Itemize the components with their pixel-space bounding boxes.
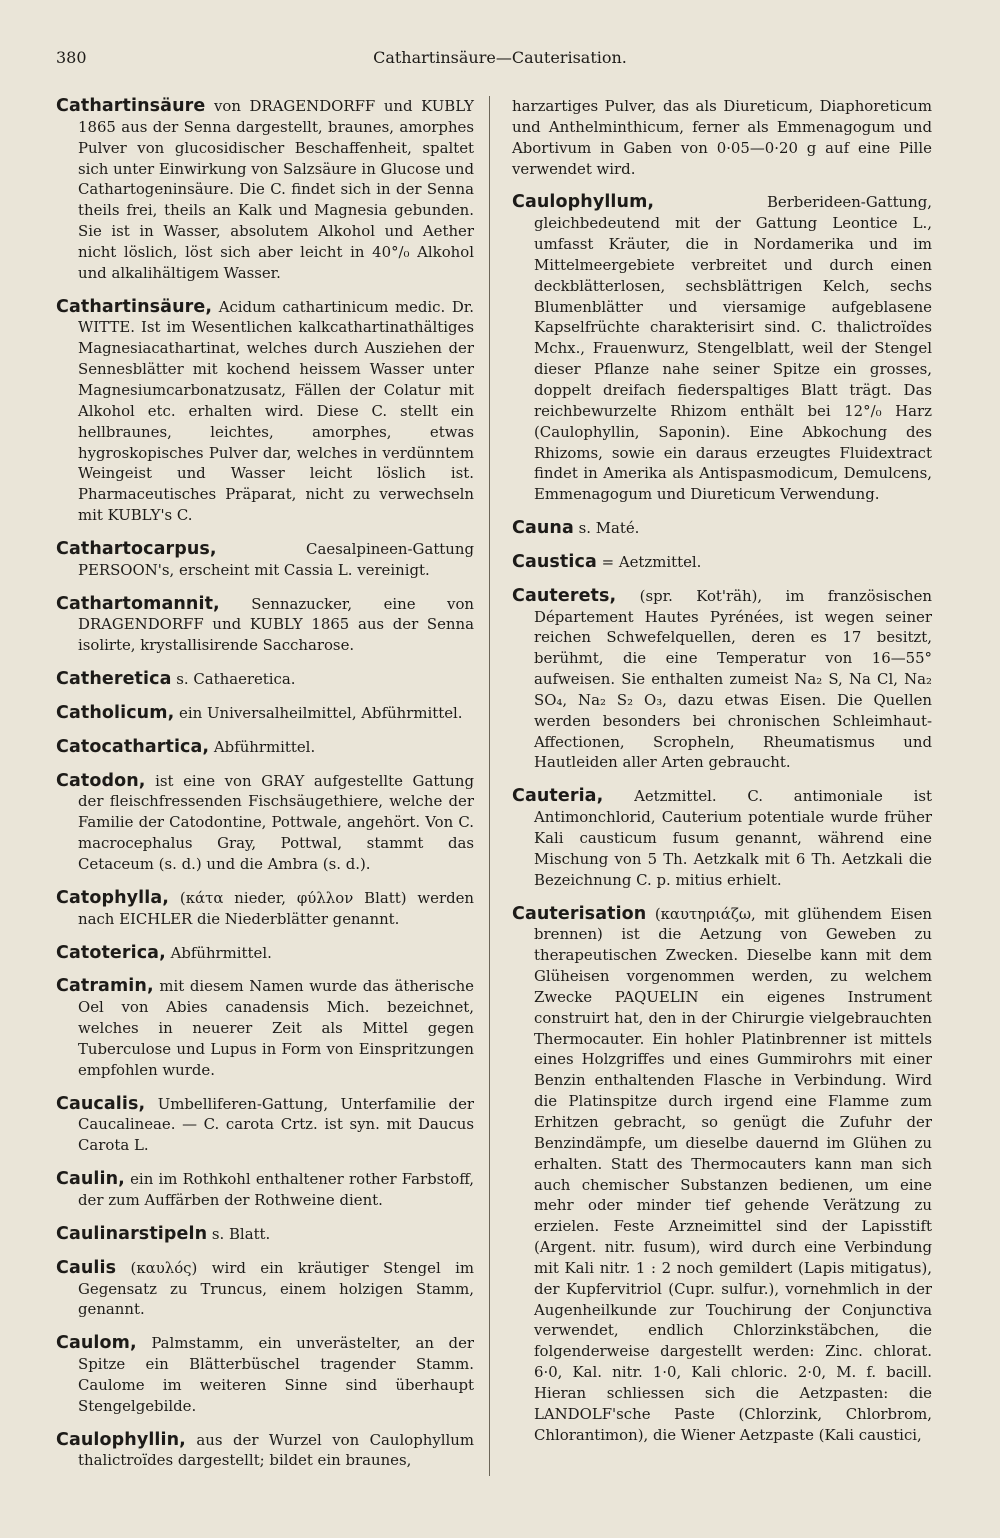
dictionary-entry	[56, 888, 474, 930]
entry-headword: Cathartomannit,	[56, 593, 220, 614]
entry-headword: Cauteria,	[512, 786, 604, 807]
dictionary-entry	[512, 786, 932, 890]
dictionary-entry	[56, 737, 474, 758]
column-divider	[489, 96, 490, 1476]
left-column	[56, 96, 474, 1484]
entry-headword: Caulis	[56, 1257, 117, 1278]
entry-text: s. Blatt.	[211, 1224, 271, 1243]
entry-text: Berberideen-Gattung, gleichbedeutend mit der Gattung Leontice L., umfasst Kräuter, die in Nordamerika und im Mittelmeergebiete verbreitet und durch einen deckblätterlosen, sechsblättrigen Kelch, sechs Blumenblätter und viersamige aufgeblasene Kapselfrüchte charakterisirt sind. C. thalictroïdes Mchx., Frauenwurz, Stengelblatt, weil der Stengel dieser Pflanze nahe seiner Spitze ein grosses, doppelt dreifach fiederspaltiges Blatt trägt. Das reichbewurzelte Rhizom enthält bei 12°/₀ Harz (Caulophyllin, Saponin). Eine Abkochung des Rhizoms, sowie ein daraus erzeugtes Fluidextract findet in Amerika als Antispasmodicum, Demulcens, Emmenagogum und Diureticum Verwendung.	[534, 193, 932, 504]
dictionary-entry	[512, 96, 932, 179]
entry-text: Palmstamm, ein unverästelter, an der Spitze ein Blätterbüschel tragender Stamm. Caulome im weiteren Sinne sind überhaupt Stengelgebilde.	[78, 1334, 475, 1415]
entry-text: ist eine von GRAY aufgestellte Gattung der fleischfressenden Fischsäugethiere, welche der Familie der Catodontine, Pottwale, angehört. Von C. macrocephalus Gray, Pottwal, stammt das Cetaceum (s. d.) und die Ambra (s. d.).	[78, 771, 474, 873]
dictionary-entry	[56, 703, 474, 724]
dictionary-entry	[56, 976, 474, 1080]
entry-text: Aetzmittel. C. antimoniale ist Antimonchlorid, Cauterium potentiale wurde früher Kali causticum fusum genannt, während eine Mischung von 5 Th. Aetzkalk mit 6 Th. Aetzkali die Bezeichnung C. p. mitius erhielt.	[534, 787, 933, 889]
entry-text: Umbelliferen-Gattung, Unterfamilie der Caucalineae. — C. carota Crtz. ist syn. mit Daucus Carota L.	[78, 1094, 474, 1155]
entry-text: Sennazucker, eine von DRAGENDORFF und KUBLY 1865 aus der Senna isolirte, krystallisirende Saccharose.	[78, 594, 475, 655]
dictionary-entry	[56, 1258, 474, 1321]
entry-text: Acidum cathartinicum medic. Dr. WITTE. Ist im Wesentlichen kalkcathartinathältiges Magnesiacathartinat, welches durch Ausziehen der Sennesblätter mit kochend heissem Wasser unter Magnesiumcarbonatzusatz, Fällen der Colatur mit Alkohol etc. erhalten wird. Diese C. stellt ein hellbraunes, leichtes, amorphes, etwas hygroskopisches Pulver dar, welches in verdünntem Weingeist und Wasser leicht löslich ist. Pharmaceutisches Präparat, nicht zu verwechseln mit KUBLY's C.	[78, 297, 474, 525]
dictionary-entry	[56, 96, 474, 284]
dictionary-entry	[512, 192, 932, 505]
entry-text: aus der Wurzel von Caulophyllum thalictroïdes dargestellt; bildet ein braunes,	[78, 1430, 474, 1470]
dictionary-entry	[56, 1224, 474, 1245]
entry-headword: Caulinarstipeln	[56, 1223, 208, 1244]
dictionary-entry	[512, 586, 932, 774]
dictionary-entry	[56, 1094, 474, 1157]
right-column	[512, 96, 932, 1458]
entry-headword: Cauna	[512, 518, 574, 539]
entry-headword: Catoterica,	[56, 942, 166, 963]
running-head: Cathartinsäure—Cauterisation.	[373, 48, 627, 67]
entry-headword: Caulom,	[56, 1333, 137, 1354]
entry-headword: Catodon,	[56, 770, 146, 791]
entry-headword: Cauterets,	[512, 585, 617, 606]
dictionary-entry	[56, 943, 474, 964]
entry-headword: Catholicum,	[56, 702, 175, 723]
dictionary-entry	[512, 518, 932, 539]
dictionary-entry	[56, 1169, 474, 1211]
page-header	[56, 48, 944, 74]
entry-headword: Cathartocarpus,	[56, 538, 217, 559]
entry-headword: Cathartinsäure,	[56, 296, 213, 317]
dictionary-entry	[56, 539, 474, 581]
entry-headword: Cathartinsäure	[56, 96, 206, 116]
dictionary-entry	[56, 1333, 474, 1416]
entry-headword: Caustica	[512, 551, 597, 572]
entry-text: ein Universalheilmittel, Abführmittel.	[179, 703, 463, 722]
dictionary-entry	[56, 1430, 474, 1472]
entry-headword: Caulin,	[56, 1169, 125, 1190]
entry-text: ein im Rothkohl enthaltener rother Farbstoff, der zum Auffärben der Rothweine dient.	[78, 1170, 475, 1209]
entry-text: s. Cathaeretica.	[176, 670, 296, 689]
dictionary-entry	[512, 904, 932, 1446]
page-number: 380	[56, 48, 87, 67]
dictionary-entry	[56, 297, 474, 526]
entry-text: = Aetzmittel.	[601, 552, 702, 571]
entry-headword: Catophylla,	[56, 887, 169, 908]
entry-text: (spr. Kot'räh), im französischen Département Hautes Pyrénées, ist wegen seiner reichen Schwefelquellen, deren es 17 besitzt, berühmt, die eine Temperatur von 16—55° aufweisen. Sie enthalten zumeist Na₂ S, Na Cl, Na₂ SO₄, Na₂ S₂ O₃, dazu etwas Eisen. Die Quellen werden besonders bei chronischen Schleimhaut-Affectionen, Scropheln, Rheumatismus und Hautleiden aller Arten gebraucht.	[534, 586, 933, 772]
dictionary-entry	[56, 771, 474, 875]
entry-headword: Catheretica	[56, 669, 172, 690]
entry-headword: Cauterisation	[512, 903, 647, 924]
entry-text: (καυλός) wird ein kräutiger Stengel im Gegensatz zu Truncus, einem holzigen Stamm, genannt.	[78, 1258, 474, 1319]
entry-text: s. Maté.	[578, 519, 640, 538]
entry-headword: Caulophyllin,	[56, 1429, 186, 1450]
entry-text: (κάτα nieder, φύλλον Blatt) werden nach EICHLER die Niederblätter genannt.	[78, 888, 475, 928]
entry-text: Abführmittel.	[170, 943, 272, 962]
entry-headword: Catocathartica,	[56, 736, 210, 757]
entry-headword: Catramin,	[56, 976, 154, 997]
dictionary-entry	[512, 552, 932, 573]
dictionary-entry	[56, 669, 474, 690]
entry-text: (καυτηριάζω, mit glühendem Eisen brennen) ist die Aetzung von Geweben zu therapeutischen Zwecken. Dieselbe kann mit dem Glüheisen vorgenommen werden, zu welchem Zwecke PAQUELIN ein eigenes Instrument construirt hat, den in der Chirurgie vielgebrauchten Thermocauter. Ein hohler Platinbrenner ist mittels eines Holzgriffes und eines Gummirohrs mit einer Benzin enthaltenden Flasche in Verbindung. Wird die Platinspitze durch irgend eine Flamme zum Erhitzen gebracht, so genügt die Zufuhr der Benzindämpfe, um dieselbe dauernd im Glühen zu erhalten. Statt des Thermocauters kann man sich auch chemischer Substanzen bedienen, um eine mehr oder minder tief gehende Verätzung zu erzielen. Feste Arzneimittel sind der Lapisstift (Argent. nitr. fusum), wird durch eine Verbindung mit Kali nitr. 1 : 2 noch gemildert (Lapis mitigatus), der Kupfervitriol (Cupr. sulfur.), vornehmlich in der Augenheilkunde zur Touchirung der Conjunctiva verwendet, endlich Chlorzinkstäbchen, die folgenderweise dargestellt werden: Zinc. chlorat. 6·0, Kal. nitr. 1·0, Kali chloric. 2·0, M. f. bacill. Hieran schliessen sich die Aetzpasten: die LANDOLF'sche Paste (Chlorzink, Chlorbrom, Chlorantimon), die Wiener Aetzpaste (Kali caustici,	[534, 904, 933, 1444]
entry-text: harzartiges Pulver, das als Diureticum, Diaphoreticum und Anthelminthicum, ferner als Emmenagogum und Abortivum in Gaben von 0·05—0·20 g auf eine Pille verwendet wird.	[512, 97, 932, 178]
entry-text: von DRAGENDORFF und KUBLY 1865 aus der Senna dargestellt, braunes, amorphes Pulver von glucosidischer Beschaffenheit, spaltet sich unter Einwirkung von Salzsäure in Glucose und Cathartogeninsäure. Die C. findet sich in der Senna theils frei, theils an Kalk und Magnesia gebunden. Sie ist in Wasser, absolutem Alkohol und Aether nicht löslich, löst sich aber leicht in 40°/₀ Alkohol und alkalihältigem Wasser.	[78, 97, 475, 282]
entry-text: Caesalpineen-Gattung PERSOON's, erscheint mit Cassia L. vereinigt.	[78, 539, 474, 579]
entry-text: Abführmittel.	[213, 737, 316, 756]
entry-headword: Caucalis,	[56, 1093, 146, 1114]
entry-headword: Caulophyllum,	[512, 192, 655, 213]
dictionary-entry	[56, 594, 474, 657]
entry-text: mit diesem Namen wurde das ätherische Oel von Abies canadensis Mich. bezeichnet, welches in neuerer Zeit als Mittel gegen Tuberculose und Lupus in Form von Einspritzungen empfohlen wurde.	[78, 977, 474, 1079]
